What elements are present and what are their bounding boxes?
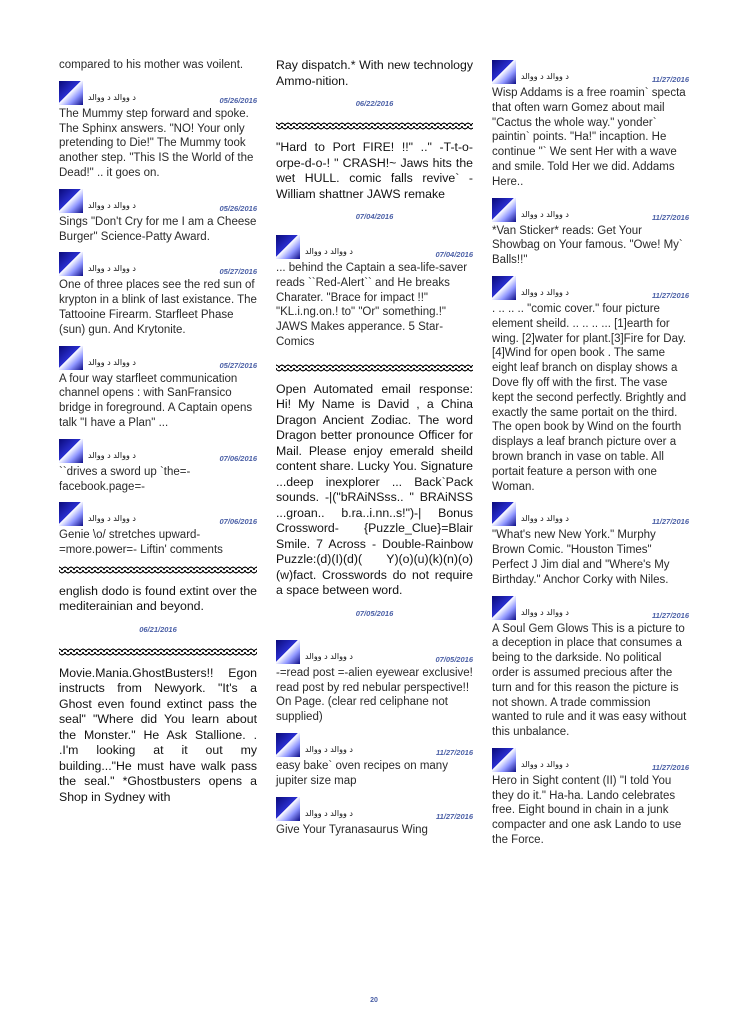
post-date: 11/27/2016 (436, 747, 473, 757)
post-text: One of three places see the red sun of krypton in a blink of last existance. The Tattooine Firearm. Starfleet Phase (sun) gun. And Krytonite. (59, 279, 257, 336)
username[interactable]: د ووالد د ووالد (88, 450, 136, 460)
wave-divider (276, 364, 473, 372)
post-date: 11/27/2016 (652, 290, 689, 300)
username[interactable]: د ووالد د ووالد (88, 514, 136, 524)
avatar[interactable] (492, 502, 516, 526)
block-date: 07/05/2016 (355, 608, 394, 618)
block-date: 06/21/2016 (139, 624, 177, 634)
post-text: -=read post =-alien eyewear exclusive! read post by red nebular perspective!! On Page. (clear red celiphane not supplied) (276, 666, 473, 724)
column-3 (492, 58, 689, 850)
avatar[interactable] (59, 189, 83, 213)
post-header (492, 596, 689, 622)
username[interactable]: د ووالد د ووالد (521, 759, 569, 769)
post-text: ... behind the Captain a sea-life-saver reads ``Red-Alert`` and He breaks Charater. "Brace for impact !!" "KL.i.ng.on.! to" "Or" something.!" JAWS Makes apperance. 5 Star-Comics (276, 262, 468, 348)
post-header (492, 502, 689, 528)
username[interactable]: د ووالد د ووالد (305, 744, 353, 754)
avatar[interactable] (59, 81, 83, 105)
username[interactable]: د ووالد د ووالد (88, 200, 136, 210)
block-text: english dodo is found extint over the mediterainian and beyond. (59, 583, 257, 614)
column-2 (276, 58, 473, 839)
block-text: "Hard to Port FIRE! !!" .." -T-t-o-orpe-d-o-! " CRASH!~ Jaws hits the wet HULL. comic falls revive` - William shattner JAWS remake (276, 140, 473, 201)
post-text: A four way starfleet communication channel opens : with SanFransico bridge in foreground. A Captain opens talk "I have a Plan" ... (59, 372, 253, 429)
avatar[interactable] (492, 60, 516, 84)
block-date: 06/22/2016 (355, 99, 394, 108)
username[interactable]: د ووالد د ووالد (88, 357, 136, 367)
avatar[interactable] (59, 252, 83, 276)
post-text: ``drives a sword up `the=-facebook.page=- (59, 465, 191, 493)
avatar[interactable] (492, 198, 516, 222)
post-text: easy bake` oven recipes on many jupiter size map (276, 759, 448, 787)
post-date: 07/06/2016 (219, 517, 257, 527)
post-date: 11/27/2016 (652, 610, 689, 620)
avatar[interactable] (59, 439, 83, 463)
post-header (59, 189, 257, 215)
username[interactable]: د ووالد د ووالد (88, 264, 136, 274)
post-header (59, 252, 257, 278)
avatar[interactable] (492, 276, 516, 300)
post-text: . .. .. .. "comic cover." four picture element sheild. .. .. .. ... [1]earth for wing. [2]water for plant.[3]Fire for Day.[4]Wind for open book . The same eight leaf branch on display shows a Dove fly off with the first. The vase kept the second perfectly. Brightly and exactly the same portait on the third. The open book by Wind on the fourth displays a leaf branch picture over a brown branch in vase on table. All portait feature a person with one Woman. (492, 302, 687, 493)
post-header (59, 81, 257, 107)
avatar[interactable] (276, 235, 300, 259)
post-date: 07/06/2016 (219, 453, 257, 463)
post-date: 05/26/2016 (219, 203, 257, 213)
post-text: Genie \o/ stretches upward-=more.power=- Liftin' comments (59, 529, 223, 557)
username[interactable]: د ووالد د ووالد (521, 72, 569, 81)
post-date: 07/04/2016 (435, 250, 473, 259)
post-header (492, 198, 689, 224)
post-text: Sings "Don't Cry for me I am a Cheese Burger" Science-Patty Award. (59, 215, 257, 243)
wave-divider (276, 122, 473, 130)
block-text: Open Automated email response: Hi! My Name is David , a China Dragon Ancient Zodiac. The word Dragon better pronounce Officer for Mail. Please enjoy emerald sheild content share. Lucky You. Signature ...deep inexplorer ... Back`Pack sounds. -|("bRAiNSss.. " BRAiNSS ...groan.. b.ra..i.nn..s!")-| Bonus Crossword- {Puzzle_Clue}=Blair Smile. 7 Across - Double-Rainbow Puzzle:(d)(I)(d)( Y)(o)(u)(k)(n)(o)(w)fact. Crosswords do not require a space between word. (276, 381, 473, 598)
block-text: Ray dispatch.* With new technology Ammo-nition. (276, 58, 473, 88)
post-date: 11/27/2016 (652, 517, 689, 527)
column-1 (59, 58, 257, 805)
post-text: *Van Sticker* reads: Get Your Showbag on Your famous. "Owe! My` Balls!!" (492, 224, 683, 267)
post-header (59, 346, 257, 372)
post-date: 11/27/2016 (652, 75, 689, 84)
post-text: Wisp Addams is a free roamin` specta that often warn Gomez about mail "Cactus the whole way." yonder` paintin` points. "Ha!" incaption. He continue "` We sent Her with a wave and smile. Told Her we did. Addams Here.. (492, 87, 686, 188)
block-date: 07/04/2016 (355, 212, 394, 221)
post-text: compared to his mother was voilent. (59, 59, 244, 71)
avatar[interactable] (492, 748, 516, 772)
post-header (276, 797, 473, 823)
username[interactable]: د ووالد د ووالد (521, 607, 569, 617)
avatar[interactable] (276, 797, 300, 821)
post-text: Give Your Tyranasaurus Wing (276, 823, 428, 836)
username[interactable]: د ووالد د ووالد (305, 247, 353, 256)
post-date: 11/27/2016 (652, 762, 689, 772)
post-date: 05/27/2016 (219, 360, 257, 370)
avatar[interactable] (59, 346, 83, 370)
avatar[interactable] (59, 502, 83, 526)
post-header (276, 235, 473, 261)
block-text: Movie.Mania.GhostBusters!! Egon instructs from Newyork. "It's a Ghost even found extinct pass the seal" "Where did You learn about the Monster." He Ask Stallione. . .I'm looking at it out my building..."He must have walk pass the seal." *Ghostbusters opens a Shop in Sydney with (59, 665, 257, 804)
username[interactable]: د ووالد د ووالد (521, 514, 569, 524)
wave-divider (59, 648, 257, 656)
username[interactable]: د ووالد د ووالد (305, 808, 353, 818)
post-header (59, 439, 257, 465)
username[interactable]: د ووالد د ووالد (88, 92, 136, 102)
post-text: The Mummy step forward and spoke. The Sphinx answers. "NO! Your only pretending to Die!" The Mummy took another step. "This IS the World of the Dead!" .. it goes on. (59, 107, 254, 179)
avatar[interactable] (276, 733, 300, 757)
post-date: 07/05/2016 (435, 654, 473, 664)
post-header (492, 276, 689, 302)
post-text: A Soul Gem Glows This is a picture to a deception in place that consumes a being to the darkside. No political order is assumed precious after the turn and for this reason the picture is not shown. A trade commission wanted to rule and it was easy without this unbalance. (492, 622, 687, 739)
post-header (492, 748, 689, 774)
post-date: 05/26/2016 (219, 95, 257, 105)
post-header (492, 60, 689, 86)
post-header (276, 733, 473, 759)
post-date: 11/27/2016 (652, 212, 689, 222)
wave-divider (59, 566, 257, 574)
post-header (276, 640, 473, 666)
username[interactable]: د ووالد د ووالد (305, 651, 353, 661)
post-date: 11/27/2016 (436, 811, 473, 821)
avatar[interactable] (492, 596, 516, 620)
username[interactable]: د ووالد د ووالد (521, 209, 569, 219)
post-header (59, 502, 257, 528)
post-text: "What's new New York." Murphy Brown Comic. "Houston Times" Perfect J Jim dial and "Where's My Birthday." Anchor Corky with Niles. (492, 529, 670, 586)
page-number: 20 (370, 997, 378, 1004)
username[interactable]: د ووالد د ووالد (521, 287, 569, 297)
avatar[interactable] (276, 640, 300, 664)
post-date: 05/27/2016 (219, 267, 257, 277)
post-text: Hero in Sight content (II) "I told You they do it." Ha-ha. Lando celebrates free. Eight bound in chain in a junk compacter and one ask Lando to use the Force. (492, 774, 682, 847)
